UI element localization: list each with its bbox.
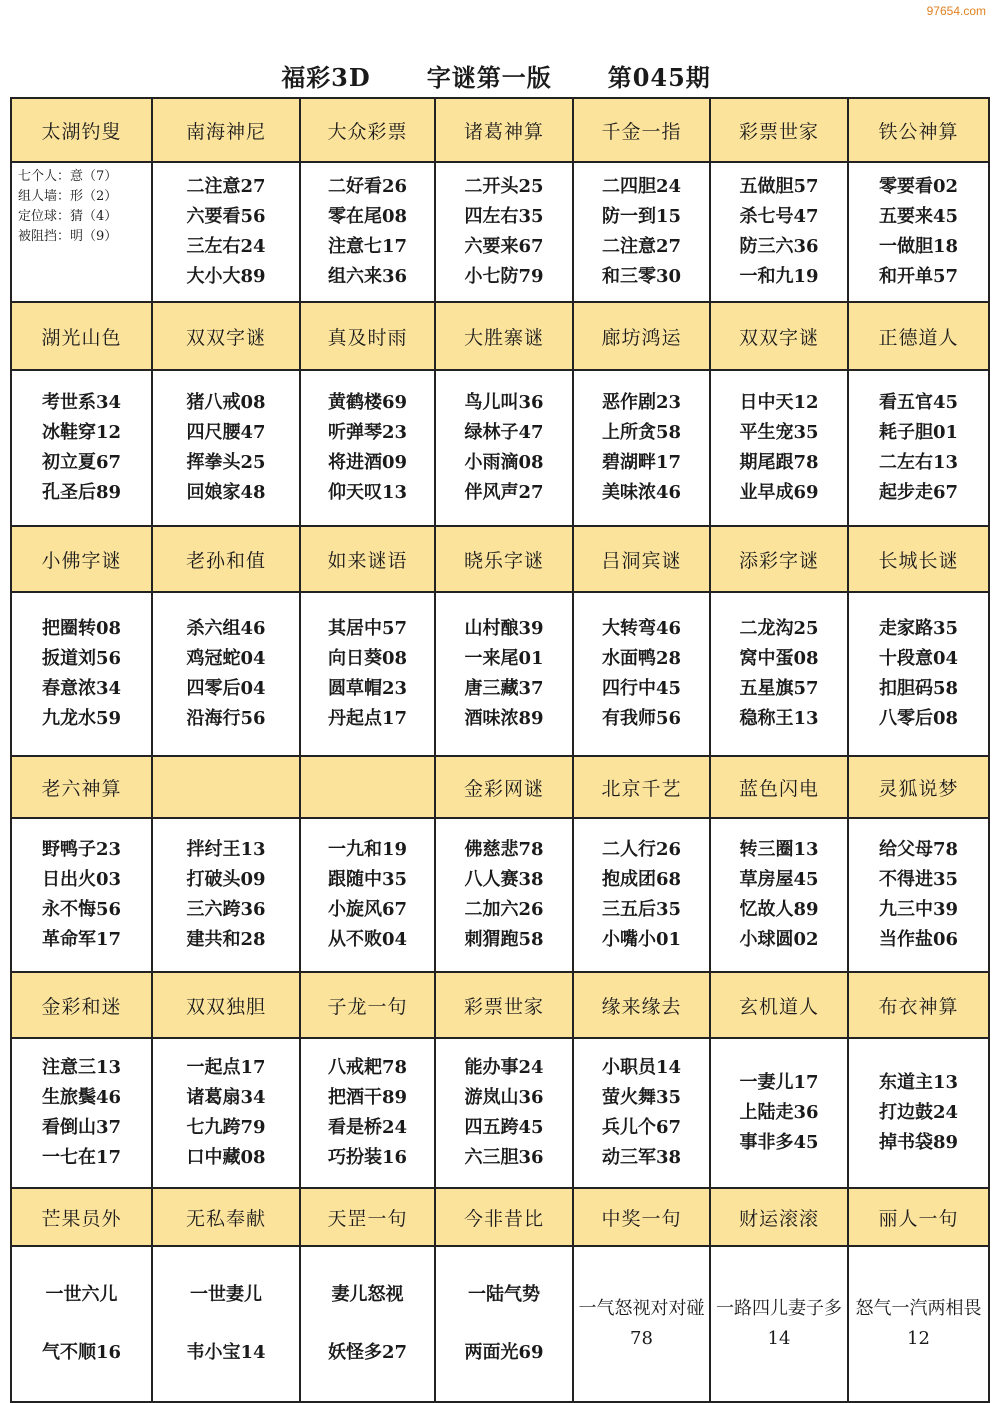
prediction-line: 建共和28 <box>186 929 266 950</box>
prediction-line: 一来尾01 <box>464 648 544 669</box>
source-name: 添彩字谜 <box>710 526 848 592</box>
prediction-line: 一陆气势 <box>468 1284 540 1305</box>
prediction-line: 沿海行56 <box>186 708 266 729</box>
prediction-cell <box>300 1038 435 1188</box>
prediction-line: 零要看02 <box>878 176 959 197</box>
prediction-line: 怒气一汽两相畏12 <box>855 1298 982 1349</box>
prediction-cell <box>848 162 989 302</box>
prediction-line: 组人墙：形（2） <box>18 189 118 204</box>
prediction-line: 忆故人89 <box>739 899 819 920</box>
prediction-line: 仰天叹13 <box>327 482 408 503</box>
source-name: 大众彩票 <box>300 98 435 162</box>
prediction-cell <box>573 818 710 972</box>
prediction-line: 三六跨36 <box>186 899 266 920</box>
source-name: 丽人一句 <box>848 1188 989 1246</box>
prediction-line: 圆草帽23 <box>327 678 408 699</box>
prediction-line: 水面鸭28 <box>601 648 682 669</box>
prediction-cell <box>300 370 435 526</box>
prediction-line: 有我师56 <box>601 708 682 729</box>
prediction-line: 抱成团68 <box>601 869 682 890</box>
prediction-line: 唐三藏37 <box>464 678 544 699</box>
prediction-line: 防三六36 <box>739 236 819 257</box>
prediction-line: 事非多45 <box>739 1132 819 1153</box>
prediction-line: 革命军17 <box>41 929 122 950</box>
prediction-line: 初立夏67 <box>41 452 122 473</box>
prediction-line: 看倒山37 <box>41 1117 122 1138</box>
prediction-line: 从不败04 <box>327 929 408 950</box>
prediction-line: 三左右24 <box>186 236 266 257</box>
source-name: 晓乐字谜 <box>435 526 573 592</box>
prediction-cell <box>710 818 848 972</box>
prediction-cell <box>11 162 152 302</box>
header-row <box>11 1188 989 1246</box>
prediction-line: 一妻儿17 <box>739 1072 819 1093</box>
prediction-line: 一做胆18 <box>878 236 959 257</box>
prediction-line: 给父母78 <box>878 839 959 860</box>
prediction-cell <box>152 592 300 756</box>
prediction-line: 拌纣王13 <box>186 839 266 860</box>
title-edition: 字谜第一版 <box>426 63 552 92</box>
prediction-row <box>11 818 989 972</box>
prediction-line: 回娘家48 <box>186 482 266 503</box>
prediction-line: 黄鹤楼69 <box>327 392 408 413</box>
source-name: 今非昔比 <box>435 1188 573 1246</box>
prediction-cell <box>573 592 710 756</box>
prediction-line: 动三军38 <box>601 1147 682 1168</box>
prediction-line: 八戒耙78 <box>327 1057 408 1078</box>
prediction-line: 诸葛扇34 <box>186 1087 266 1108</box>
prediction-line: 八零后08 <box>878 708 959 729</box>
prediction-line: 掉书袋89 <box>878 1132 959 1153</box>
prediction-line: 野鸭子23 <box>41 839 122 860</box>
prediction-cell <box>152 162 300 302</box>
source-name: 蓝色闪电 <box>710 756 848 818</box>
source-name: 金彩和迷 <box>11 972 152 1038</box>
source-name: 老孙和值 <box>152 526 300 592</box>
prediction-line: 一起点17 <box>186 1057 266 1078</box>
source-name: 财运滚滚 <box>710 1188 848 1246</box>
line-gap <box>301 1310 434 1338</box>
source-name: 天罡一句 <box>300 1188 435 1246</box>
prediction-cell <box>710 592 848 756</box>
prediction-line: 刺猬跑58 <box>464 929 544 950</box>
source-name: 大胜寨谜 <box>435 302 573 370</box>
source-name: 芒果员外 <box>11 1188 152 1246</box>
prediction-line: 起步走67 <box>878 482 959 503</box>
source-name: 千金一指 <box>573 98 710 162</box>
prediction-line: 春意浓34 <box>41 678 122 699</box>
source-name: 布衣神算 <box>848 972 989 1038</box>
prediction-line: 和三零30 <box>601 266 682 287</box>
prediction-line: 看五官45 <box>878 392 959 413</box>
header-row <box>11 526 989 592</box>
prediction-line: 鸡冠蛇04 <box>186 648 266 669</box>
source-name: 真及时雨 <box>300 302 435 370</box>
prediction-line: 五星旗57 <box>739 678 819 699</box>
prediction-line: 六要来67 <box>464 236 544 257</box>
prediction-line: 六三胆36 <box>464 1147 544 1168</box>
prediction-line: 看是桥24 <box>327 1117 408 1138</box>
prediction-line: 二注意27 <box>186 176 266 197</box>
source-name: 诸葛神算 <box>435 98 573 162</box>
prediction-line: 跟随中35 <box>327 869 408 890</box>
prediction-line: 美味浓46 <box>601 482 682 503</box>
prediction-line: 和开单57 <box>878 266 959 287</box>
source-name: 玄机道人 <box>710 972 848 1038</box>
prediction-line: 其居中57 <box>327 618 408 639</box>
prediction-line: 游岚山36 <box>464 1087 544 1108</box>
source-name: 长城长谜 <box>848 526 989 592</box>
prediction-line: 萤火舞35 <box>601 1087 682 1108</box>
prediction-line: 走家路35 <box>878 618 959 639</box>
prediction-line: 绿林子47 <box>464 422 544 443</box>
prediction-line: 山村酿39 <box>464 618 544 639</box>
source-name: 金彩网谜 <box>435 756 573 818</box>
prediction-cell <box>435 592 573 756</box>
prediction-line: 小职员14 <box>601 1057 682 1078</box>
prediction-line: 恶作剧23 <box>601 392 682 413</box>
prediction-cell <box>710 370 848 526</box>
prediction-line: 把圈转08 <box>41 618 122 639</box>
prediction-line: 小七防79 <box>464 266 544 287</box>
prediction-cell <box>300 592 435 756</box>
source-name: 双双字谜 <box>710 302 848 370</box>
source-name: 子龙一句 <box>300 972 435 1038</box>
prediction-line: 二龙沟25 <box>739 618 819 639</box>
prediction-cell <box>573 1246 710 1402</box>
prediction-row <box>11 1246 989 1402</box>
line-gap <box>153 1310 299 1338</box>
prediction-cell <box>300 818 435 972</box>
prediction-cell <box>152 370 300 526</box>
prediction-line: 一世六儿 <box>45 1284 118 1305</box>
prediction-line: 组六来36 <box>327 266 408 287</box>
prediction-line: 定位球：猜（4） <box>18 209 118 224</box>
title-product: 福彩3D <box>281 63 371 92</box>
prediction-line: 九龙水59 <box>41 708 122 729</box>
prediction-line: 二开头25 <box>464 176 544 197</box>
prediction-row <box>11 370 989 526</box>
prediction-line: 日中天12 <box>739 392 819 413</box>
prediction-line: 上所贪58 <box>601 422 682 443</box>
prediction-line: 小嘴小01 <box>601 929 682 950</box>
prediction-line: 打边鼓24 <box>878 1102 959 1123</box>
prediction-line: 两面光69 <box>464 1342 544 1363</box>
prediction-cell <box>848 818 989 972</box>
prediction-cell <box>300 162 435 302</box>
prediction-line: 生旅鬓46 <box>41 1087 122 1108</box>
prediction-line: 八人赛38 <box>464 869 544 890</box>
prediction-line: 期尾跟78 <box>739 452 819 473</box>
prediction-line: 不得进35 <box>878 869 959 890</box>
prediction-cell <box>300 1246 435 1402</box>
prediction-line: 九三中39 <box>878 899 959 920</box>
source-name: 南海神尼 <box>152 98 300 162</box>
prediction-line: 东道主13 <box>878 1072 959 1093</box>
prediction-cell <box>435 1038 573 1188</box>
prediction-line: 能办事24 <box>464 1057 544 1078</box>
source-name: 正德道人 <box>848 302 989 370</box>
prediction-line: 当作盐06 <box>878 929 959 950</box>
prediction-line: 大转弯46 <box>601 618 682 639</box>
prediction-cell <box>11 370 152 526</box>
source-name: 灵狐说梦 <box>848 756 989 818</box>
prediction-line: 稳称王13 <box>739 708 819 729</box>
source-name: 北京千艺 <box>573 756 710 818</box>
page-title <box>0 58 992 93</box>
prediction-line: 丹起点17 <box>327 708 408 729</box>
source-name <box>300 756 435 818</box>
prediction-line: 四行中45 <box>601 678 682 699</box>
prediction-cell <box>710 1246 848 1402</box>
prediction-line: 上陆走36 <box>739 1102 819 1123</box>
prediction-cell <box>11 1246 152 1402</box>
source-name: 如来谜语 <box>300 526 435 592</box>
prediction-line: 七个人：意（7） <box>18 169 118 184</box>
prediction-line: 四左右35 <box>464 206 544 227</box>
header-row <box>11 302 989 370</box>
prediction-line: 注意七17 <box>327 236 408 257</box>
prediction-cell <box>11 818 152 972</box>
prediction-line: 十段意04 <box>878 648 959 669</box>
source-name: 中奖一句 <box>573 1188 710 1246</box>
prediction-cell <box>152 1246 300 1402</box>
prediction-cell <box>848 1246 989 1402</box>
prediction-line: 杀六组46 <box>186 618 266 639</box>
prediction-line: 草房屋45 <box>739 869 819 890</box>
prediction-line: 杀七号47 <box>739 206 819 227</box>
prediction-line: 考世系34 <box>41 392 122 413</box>
prediction-line: 零在尾08 <box>327 206 408 227</box>
prediction-line: 韦小宝14 <box>186 1342 266 1363</box>
prediction-line: 碧湖畔17 <box>601 452 682 473</box>
prediction-line: 兵儿个67 <box>601 1117 682 1138</box>
prediction-line: 打破头09 <box>186 869 266 890</box>
prediction-line: 注意三13 <box>41 1057 122 1078</box>
prediction-cell <box>573 1038 710 1188</box>
prediction-line: 二四胆24 <box>601 176 682 197</box>
source-name: 缘来缘去 <box>573 972 710 1038</box>
prediction-cell <box>435 370 573 526</box>
prediction-line: 妻儿怒视 <box>331 1284 404 1305</box>
prediction-line: 一和九19 <box>739 266 819 287</box>
prediction-line: 二加六26 <box>464 899 544 920</box>
prediction-cell <box>435 818 573 972</box>
prediction-line: 二注意27 <box>601 236 682 257</box>
header-row <box>11 98 989 162</box>
prediction-line: 一气怒视对对碰78 <box>578 1298 705 1349</box>
source-name: 太湖钓叟 <box>11 98 152 162</box>
source-name: 双双独胆 <box>152 972 300 1038</box>
prediction-line: 防一到15 <box>601 206 682 227</box>
prediction-line: 五要来45 <box>878 206 959 227</box>
prediction-line: 巧扮装16 <box>327 1147 408 1168</box>
line-gap <box>12 1310 151 1338</box>
prediction-line: 转三圈13 <box>739 839 819 860</box>
site-watermark: 97654.com <box>926 4 986 18</box>
prediction-line: 被阻挡：明（9） <box>18 229 118 244</box>
prediction-cell <box>848 370 989 526</box>
prediction-line: 向日葵08 <box>327 648 408 669</box>
prediction-line: 七九跨79 <box>186 1117 266 1138</box>
source-name: 吕洞宾谜 <box>573 526 710 592</box>
prediction-line: 三五后35 <box>601 899 682 920</box>
prediction-line: 二左右13 <box>878 452 959 473</box>
prediction-line: 将进酒09 <box>327 452 408 473</box>
prediction-line: 小旋风67 <box>327 899 408 920</box>
prediction-line: 一九和19 <box>327 839 408 860</box>
prediction-line: 鸟儿叫36 <box>464 392 544 413</box>
prediction-line: 耗子胆01 <box>878 422 959 443</box>
prediction-line: 气不顺16 <box>41 1342 122 1363</box>
prediction-cell <box>435 162 573 302</box>
prediction-line: 六要看56 <box>186 206 266 227</box>
prediction-cell <box>435 1246 573 1402</box>
prediction-cell <box>152 1038 300 1188</box>
source-name: 湖光山色 <box>11 302 152 370</box>
prediction-row <box>11 162 989 302</box>
prediction-cell <box>573 162 710 302</box>
prediction-line: 四五跨45 <box>464 1117 544 1138</box>
source-name: 小佛字谜 <box>11 526 152 592</box>
prediction-line: 小雨滴08 <box>464 452 544 473</box>
title-issue: 第045期 <box>607 63 711 92</box>
prediction-line: 孔圣后89 <box>41 482 122 503</box>
prediction-line: 把酒干89 <box>327 1087 408 1108</box>
source-name: 双双字谜 <box>152 302 300 370</box>
prediction-line: 二好看26 <box>327 176 408 197</box>
prediction-line: 平生宠35 <box>739 422 819 443</box>
prediction-line: 猪八戒08 <box>186 392 266 413</box>
prediction-cell <box>710 162 848 302</box>
source-name: 彩票世家 <box>435 972 573 1038</box>
prediction-line: 酒味浓89 <box>464 708 544 729</box>
header-row <box>11 972 989 1038</box>
source-name: 无私奉献 <box>152 1188 300 1246</box>
prediction-cell <box>710 1038 848 1188</box>
prediction-line: 四尺腰47 <box>186 422 266 443</box>
prediction-row <box>11 1038 989 1188</box>
source-name: 彩票世家 <box>710 98 848 162</box>
prediction-line: 扳道刘56 <box>41 648 122 669</box>
prediction-line: 四零后04 <box>186 678 266 699</box>
prediction-line: 五做胆57 <box>739 176 819 197</box>
prediction-line: 冰鞋穿12 <box>41 422 122 443</box>
prediction-cell <box>11 1038 152 1188</box>
line-gap <box>436 1310 572 1338</box>
riddle-table <box>10 97 990 1403</box>
prediction-cell <box>848 1038 989 1188</box>
source-name <box>152 756 300 818</box>
prediction-line: 一世妻儿 <box>190 1284 262 1305</box>
prediction-line: 一路四儿妻子多14 <box>716 1298 842 1349</box>
prediction-line: 日出火03 <box>41 869 122 890</box>
prediction-line: 业早成69 <box>739 482 819 503</box>
prediction-line: 口中藏08 <box>186 1147 266 1168</box>
prediction-cell <box>848 592 989 756</box>
prediction-cell <box>152 818 300 972</box>
prediction-line: 二人行26 <box>601 839 682 860</box>
source-name: 铁公神算 <box>848 98 989 162</box>
source-name: 老六神算 <box>11 756 152 818</box>
prediction-line: 小球圆02 <box>739 929 819 950</box>
prediction-line: 大小大89 <box>186 266 266 287</box>
prediction-line: 窝中蛋08 <box>739 648 819 669</box>
prediction-line: 伴风声27 <box>464 482 544 503</box>
prediction-line: 一七在17 <box>41 1147 122 1168</box>
prediction-line: 扣胆码58 <box>878 678 959 699</box>
prediction-line: 妖怪多27 <box>327 1342 408 1363</box>
prediction-line: 佛慈悲78 <box>464 839 544 860</box>
prediction-line: 听弹琴23 <box>327 422 408 443</box>
prediction-cell <box>573 370 710 526</box>
prediction-line: 挥拳头25 <box>186 452 266 473</box>
prediction-cell <box>11 592 152 756</box>
prediction-line: 永不悔56 <box>41 899 122 920</box>
prediction-row <box>11 592 989 756</box>
header-row <box>11 756 989 818</box>
source-name: 廊坊鸿运 <box>573 302 710 370</box>
